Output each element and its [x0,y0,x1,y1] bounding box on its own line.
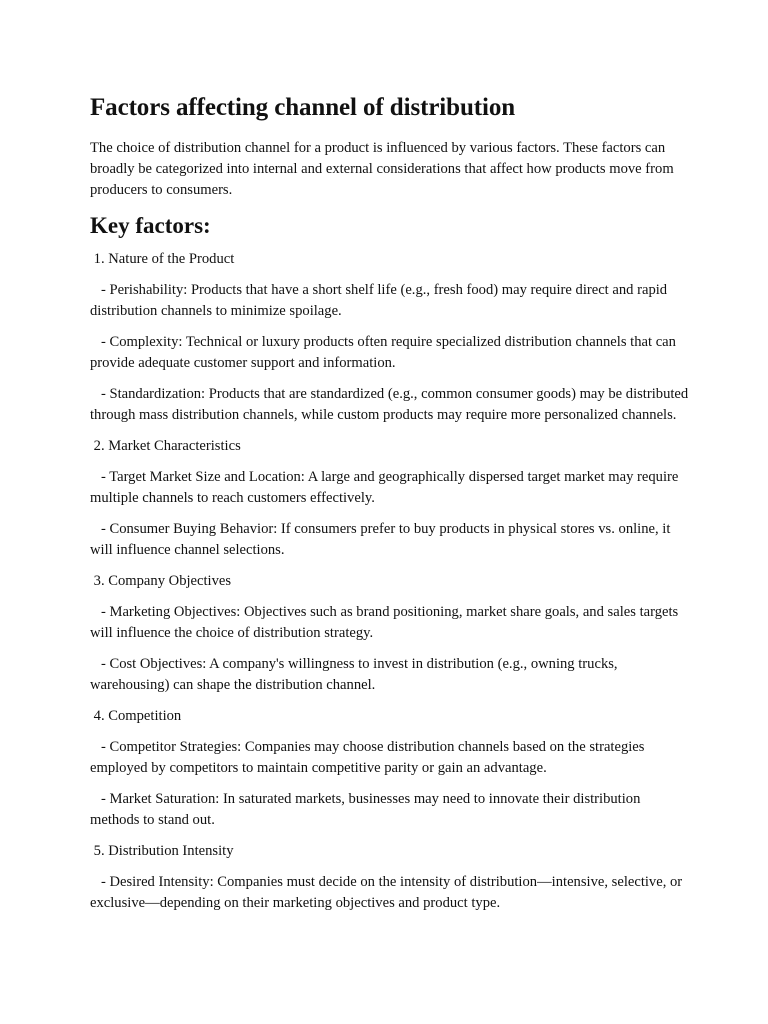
factor-title: 4. Competition [90,708,182,724]
document-title: Factors affecting channel of distribution [90,94,516,121]
factor-title: 3. Company Objectives [90,573,232,589]
factor-point: - Competitor Strategies: Companies may choose distribution channels based on the strategies employed by competitors to maintain competitive parity or gain an advantage. [90,739,649,776]
factor-point: - Consumer Buying Behavior: If consumers prefer to buy products in physical stores vs. online, it will influence channel selections. [90,521,675,558]
section-heading: Key factors: [90,213,211,238]
factor-point: - Market Saturation: In saturated markets, businesses may need to innovate their distribution methods to stand out. [90,791,645,828]
factor-3 [90,571,690,696]
factor-title: 2. Market Characteristics [90,438,241,454]
factor-title: 5. Distribution Intensity [90,843,234,859]
factor-4 [90,706,690,831]
factor-point: - Perishability: Products that have a short shelf life (e.g., fresh food) may require direct and rapid distribution channels to minimize spoilage. [90,282,671,319]
factor-5 [90,841,690,914]
factor-2 [90,436,690,561]
factor-point: - Complexity: Technical or luxury products often require specialized distribution channels that can provide adequate customer support and information. [90,334,680,371]
factor-point: - Desired Intensity: Companies must decide on the intensity of distribution—intensive, selective, or exclusive—depending on their marketing objectives and product type. [90,874,686,911]
factor-title: 1. Nature of the Product [90,251,235,267]
factor-1 [90,249,690,426]
document-page [90,92,690,924]
factor-point: - Target Market Size and Location: A large and geographically dispersed target market may require multiple channels to reach customers effectively. [90,469,683,506]
factor-point: - Cost Objectives: A company's willingness to invest in distribution (e.g., owning trucks, warehousing) can shape the distribution channel. [90,656,622,693]
intro-paragraph: The choice of distribution channel for a product is influenced by various factors. These factors can broadly be categorized into internal and external considerations that affect how products move from producers to consumers. [90,140,678,198]
factor-point: - Marketing Objectives: Objectives such as brand positioning, market share goals, and sales targets will influence the choice of distribution strategy. [90,604,682,641]
factor-point: - Standardization: Products that are standardized (e.g., common consumer goods) may be distributed through mass distribution channels, while custom products may require more personalized channels. [90,386,692,423]
